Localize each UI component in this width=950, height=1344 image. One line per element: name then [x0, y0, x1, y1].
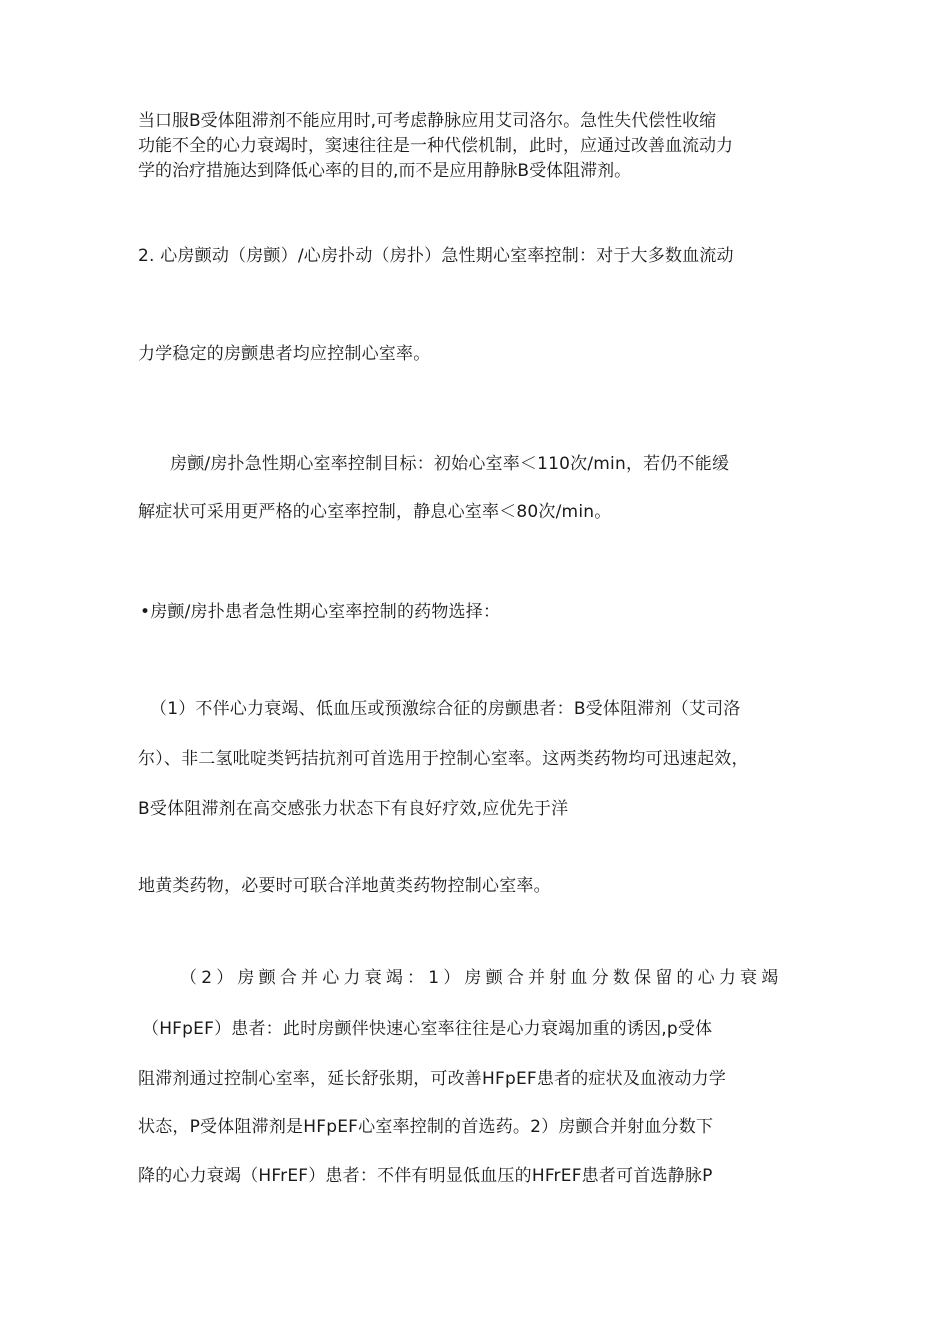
item-1-line-4: 地黄类药物，必要时可联合洋地黄类药物控制心室率。	[138, 876, 551, 896]
item-1-line-2: 尔）、非二氢吡啶类钙拮抗剂可首选用于控制心室率。这两类药物均可迅速起效，	[138, 749, 749, 769]
section-2-heading-line-1: 2. 心房颤动（房颤）/心房扑动（房扑）急性期心室率控制：对于大多数血流动	[138, 246, 734, 266]
paragraph-1-line-2: 功能不全的心力衰竭时，窦速往往是一种代偿机制，此时，应通过改善血流动力	[138, 136, 733, 156]
item-2-line-3: 阻滞剂通过控制心室率，延长舒张期，可改善HFpEF患者的症状及血液动力学	[138, 1069, 727, 1089]
section-2-heading-line-2: 力学稳定的房颤患者均应控制心室率。	[138, 344, 431, 364]
target-paragraph-line-1: 房颤/房扑急性期心室率控制目标：初始心室率＜110次/min，若仍不能缓	[170, 454, 730, 474]
item-1-line-1: （1）不伴心力衰竭、低血压或预激综合征的房颤患者：B受体阻滞剂（艾司洛	[150, 699, 741, 719]
item-1-line-3: B受体阻滞剂在高交感张力状态下有良好疗效,应优先于洋	[138, 799, 569, 819]
item-2-line-2: （HFpEF）患者：此时房颤伴快速心室率往往是心力衰竭加重的诱因,p受体	[142, 1019, 713, 1039]
target-paragraph-line-2: 解症状可采用更严格的心室率控制，静息心室率＜80次/min。	[138, 502, 612, 522]
paragraph-1-line-1: 当口服B受体阻滞剂不能应用时,可考虑静脉应用艾司洛尔。急性失代偿性收缩	[138, 111, 717, 131]
item-2-line-4: 状态，P受体阻滞剂是HFpEF心室率控制的首选药。2）房颤合并射血分数下	[138, 1117, 714, 1137]
item-2-line-1: （2）房颤合并心力衰竭：1）房颤合并射血分数保留的心力衰竭	[180, 968, 783, 988]
paragraph-1-line-3: 学的治疗措施达到降低心率的目的,而不是应用静脉B受体阻滞剂。	[138, 161, 632, 181]
item-2-line-5: 降的心力衰竭（HFrEF）患者：不伴有明显低血压的HFrEF患者可首选静脉P	[138, 1166, 713, 1186]
drug-selection-bullet: •房颤/房扑患者急性期心室率控制的药物选择：	[140, 602, 501, 622]
